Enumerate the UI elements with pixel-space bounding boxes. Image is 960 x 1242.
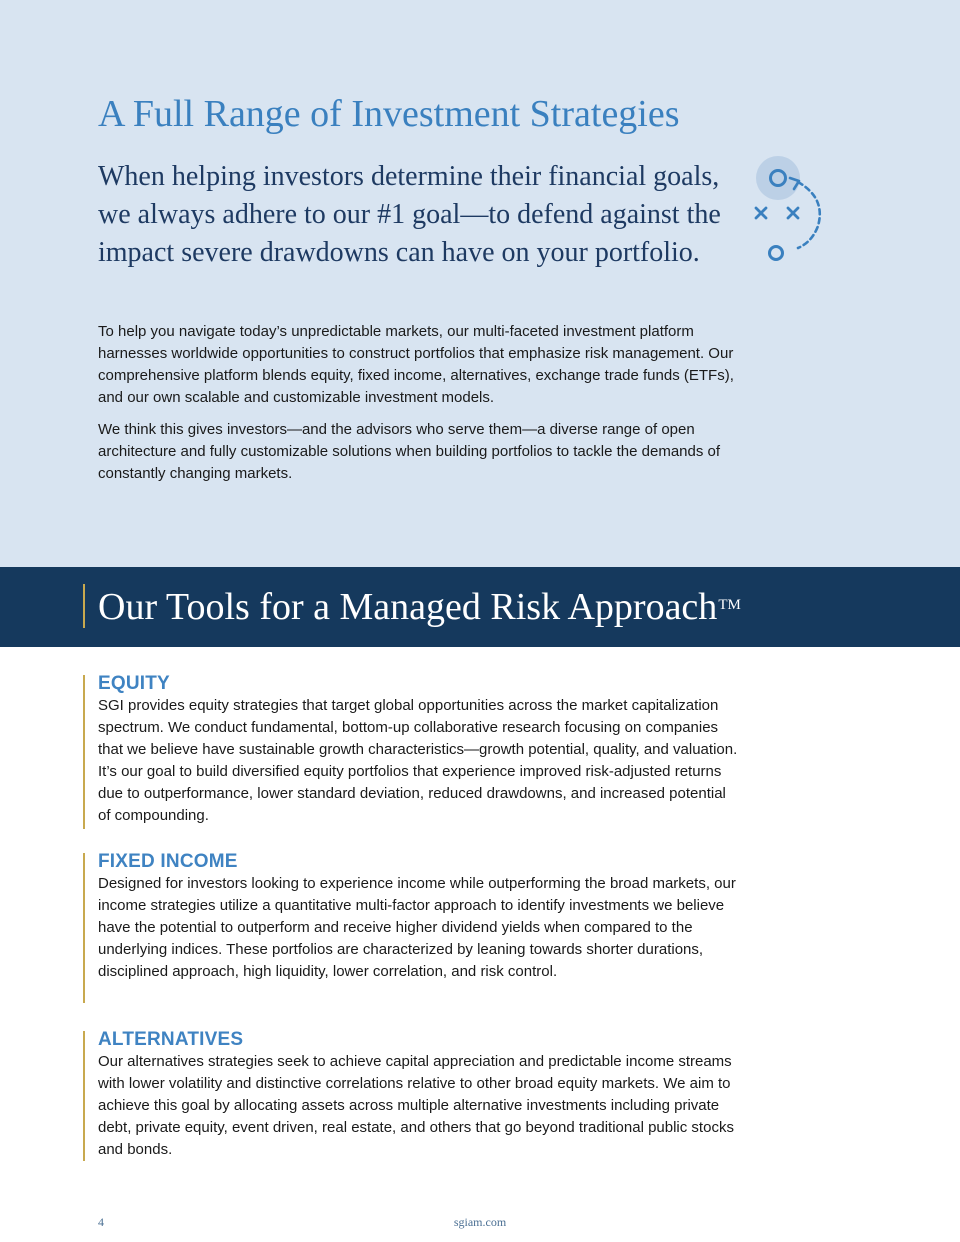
fixed-income-heading: FIXED INCOME [98,851,238,872]
alternatives-accent-rule [83,1031,85,1161]
intro-paragraph: To help you navigate today’s unpredictable markets, our multi-faceted investment platform harnesses worldwide opportunities to construct portfolios that emphasize risk management. Our comprehensive platform blends equity, fixed income, alternatives, exchange trade funds (ETFs), and our own scalable and customizable investment models. [98,323,734,406]
fixed-income-body: Designed for investors looking to experience income while outperforming the broad markets, our income strategies utilize a quantitative multi-factor approach to identify investments we believe have the potential to outperform and receive higher dividend yields when compared to the underlying indices. These portfolios are characterized by leaning towards shorter durations, disciplined approach, high liquidity, lower correlation, and risk control. [98,875,736,980]
intro-paragraph-2: We think this gives investors—and the advisors who serve them—a diverse range of open architecture and fully customizable solutions when building portfolios to tackle the demands of constantly changing markets. [98,421,721,482]
band-accent-rule [83,584,85,628]
alternatives-heading: ALTERNATIVES [98,1029,244,1050]
equity-body: SGI provides equity strategies that target global opportunities across the market capitalization spectrum. We conduct fundamental, bottom-up collaborative research focusing on companies that we believe have sustainable growth characteristics—growth potential, quality, and valuation. It’s our goal to build diversified equity portfolios that experience improved risk-adjusted returns due to outperformance, lower standard deviation, reduced drawdowns, and increased potential of compounding. [98,697,738,824]
band-title-text: Our Tools for a Managed Risk Approach [98,586,718,628]
fixed-income-section [98,851,738,983]
band-title [98,583,741,631]
alternatives-section [98,1029,738,1161]
hero-lead-text: When helping investors determine their financial goals, we always adhere to our #1 goal—to defend against the impact severe drawdowns can have on your portfolio. [98,161,721,268]
footer-website: sgiam.com [453,1215,507,1229]
equity-heading: EQUITY [98,673,170,694]
equity-accent-rule [83,675,85,829]
trademark-mark: TM [718,597,741,613]
strategy-play-icon [746,148,830,266]
fixed-income-accent-rule [83,853,85,1003]
page-number: 4 [98,1215,104,1229]
page-title: A Full Range of Investment Strategies [98,93,680,135]
alternatives-body: Our alternatives strategies seek to achieve capital appreciation and predictable income streams with lower volatility and distinctive correlations relative to other broad equity markets. We aim to achieve this goal by allocating assets across multiple alternative investments including private debt, private equity, event driven, real estate, and others that go beyond traditional public stocks and bonds. [98,1053,734,1158]
equity-section [98,673,738,827]
